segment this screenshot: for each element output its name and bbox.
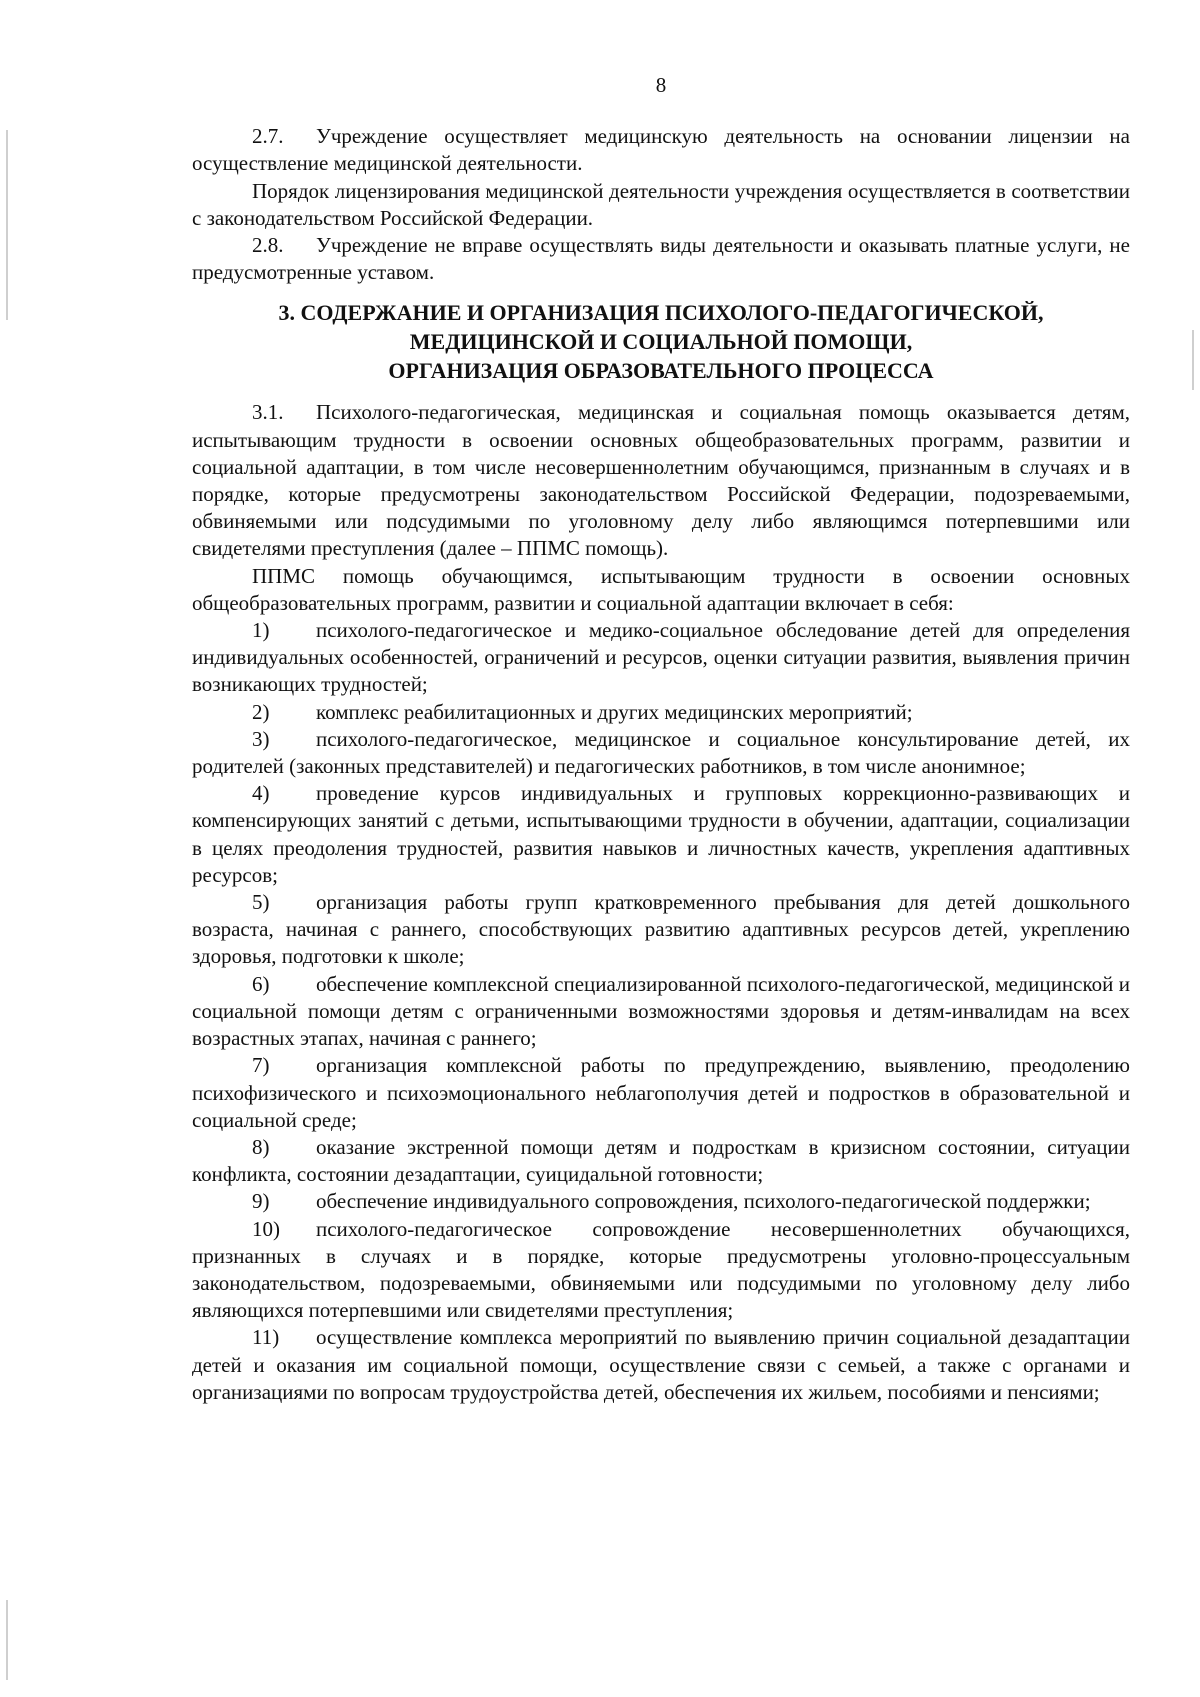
- paragraph-number: 2.7.: [252, 124, 284, 149]
- list-item-number: 7): [252, 1053, 270, 1078]
- list-item: [192, 780, 1130, 889]
- list-item-text: комплекс реабилитационных и других медицинских мероприятий;: [316, 699, 913, 724]
- list-item: [192, 1052, 1130, 1134]
- list-item-number: 1): [252, 618, 270, 643]
- list-item-number: 3): [252, 726, 270, 751]
- list-item-text: проведение курсов индивидуальных и групповых коррекционно-развивающих и компенсирующих занятий с детьми, испытывающими трудности в обучении, адаптации, социализации в целях преодоления трудностей, развития навыков и личностных качеств, укрепления адаптивных ресурсов;: [192, 781, 1130, 887]
- list-item-number: 6): [252, 971, 270, 996]
- scan-edge-mark: [6, 1600, 8, 1680]
- scan-edge-mark: [1192, 330, 1194, 390]
- paragraph-text: Психолого-педагогическая, медицинская и социальная помощь оказывается детям, испытывающим трудности в освоении основных общеобразовательных программ, развитии и социальной адаптации, в том числе несовершеннолетним обучающимся, признанным в случаях и в порядке, которые предусмотрены законодательством Российской Федерации, подозреваемыми, обвиняемыми или подсудимыми по уголовному делу либо являющимся потерпевшими или свидетелями преступления (далее – ППМС помощь).: [192, 400, 1130, 561]
- list-item-number: 10): [252, 1216, 280, 1241]
- list-item-text: обеспечение индивидуального сопровождения, психолого-педагогической поддержки;: [316, 1189, 1091, 1214]
- list-item: [192, 971, 1130, 1053]
- list-item-text: организация комплексной работы по предупреждению, выявлению, преодолению психофизического и психоэмоционального неблагополучия детей и подростков в образовательной и социальной среде;: [192, 1053, 1130, 1132]
- paragraph-licensing: [192, 178, 1130, 232]
- section-heading-line: 3. СОДЕРЖАНИЕ И ОРГАНИЗАЦИЯ ПСИХОЛОГО-ПЕДАГОГИЧЕСКОЙ,: [278, 300, 1044, 326]
- list-item-number: 2): [252, 699, 270, 724]
- list-item: [192, 889, 1130, 971]
- list-item-text: оказание экстренной помощи детям и подросткам в кризисном состоянии, ситуации конфликта, состоянии дезадаптации, суицидальной готовности;: [192, 1134, 1130, 1187]
- list-item: [192, 1134, 1130, 1188]
- list-item-text: осуществление комплекса мероприятий по выявлению причин социальной дезадаптации детей и оказания им социальной помощи, осуществление связи с семьей, а также с органами и организациями по вопросам трудоустройства детей, обеспечения их жильем, пособиями и пенсиями;: [192, 1325, 1130, 1404]
- paragraph-text: Порядок лицензирования медицинской деятельности учреждения осуществляется в соответствии с законодательством Российской Федерации.: [192, 178, 1130, 230]
- paragraph-number: 2.8.: [252, 233, 284, 258]
- list-item-number: 4): [252, 781, 270, 806]
- list-item: [192, 1188, 1130, 1215]
- list-item-number: 8): [252, 1134, 270, 1159]
- paragraph-2-7: [192, 123, 1130, 177]
- document-body: [192, 72, 1130, 1406]
- list-item: [192, 617, 1130, 699]
- paragraph-2-8: [192, 232, 1130, 286]
- section-heading-line: МЕДИЦИНСКОЙ И СОЦИАЛЬНОЙ ПОМОЩИ,: [409, 329, 913, 355]
- list-item: [192, 726, 1130, 780]
- page-number: 8: [655, 73, 667, 97]
- section-heading-line: ОРГАНИЗАЦИЯ ОБРАЗОВАТЕЛЬНОГО ПРОЦЕССА: [388, 358, 934, 384]
- list-item-number: 5): [252, 890, 270, 915]
- list-item-text: психолого-педагогическое и медико-социальное обследование детей для определения индивидуальных особенностей, ограничений и ресурсов, оценки ситуации развития, выявления причин возникающих трудностей;: [192, 618, 1130, 697]
- paragraph-ppms-intro: [192, 563, 1130, 617]
- section-heading: [192, 298, 1130, 385]
- paragraph-number: 3.1.: [252, 400, 284, 425]
- list-item-text: организация работы групп кратковременного пребывания для детей дошкольного возраста, начиная с раннего, способствующих развитию адаптивных ресурсов детей, укреплению здоровья, подготовки к школе;: [192, 890, 1130, 969]
- paragraph-3-1: [192, 399, 1130, 562]
- list-item-number: 11): [252, 1325, 280, 1350]
- paragraph-text: Учреждение не вправе осуществлять виды деятельности и оказывать платные услуги, не предусмотренные уставом.: [192, 233, 1130, 285]
- paragraph-text: ППМС помощь обучающимся, испытывающим трудности в освоении основных общеобразовательных программ, развитии и социальной адаптации включает в себя:: [192, 563, 1130, 615]
- list-item: [192, 699, 1130, 726]
- list-item-text: обеспечение комплексной специализированной психолого-педагогической, медицинской и социальной помощи детям с ограниченными возможностями здоровья и детям-инвалидам на всех возрастных этапах, начиная с раннего;: [192, 971, 1130, 1051]
- list-item-text: психолого-педагогическое сопровождение несовершеннолетних обучающихся, признанных в случаях и в порядке, которые предусмотрены уголовно-процессуальным законодательством, подозреваемыми, обвиняемыми или подсудимыми по уголовному делу либо являющихся потерпевшими или свидетелями преступления;: [192, 1216, 1130, 1323]
- list-item-text: психолого-педагогическое, медицинское и социальное консультирование детей, их родителей (законных представителей) и педагогических работников, в том числе анонимное;: [192, 726, 1130, 779]
- paragraph-text: Учреждение осуществляет медицинскую деятельность на основании лицензии на осуществление медицинской деятельности.: [192, 124, 1130, 176]
- list-item: [192, 1216, 1130, 1325]
- scan-edge-mark: [6, 130, 8, 320]
- list-item-number: 9): [252, 1189, 270, 1214]
- list-item: [192, 1324, 1130, 1406]
